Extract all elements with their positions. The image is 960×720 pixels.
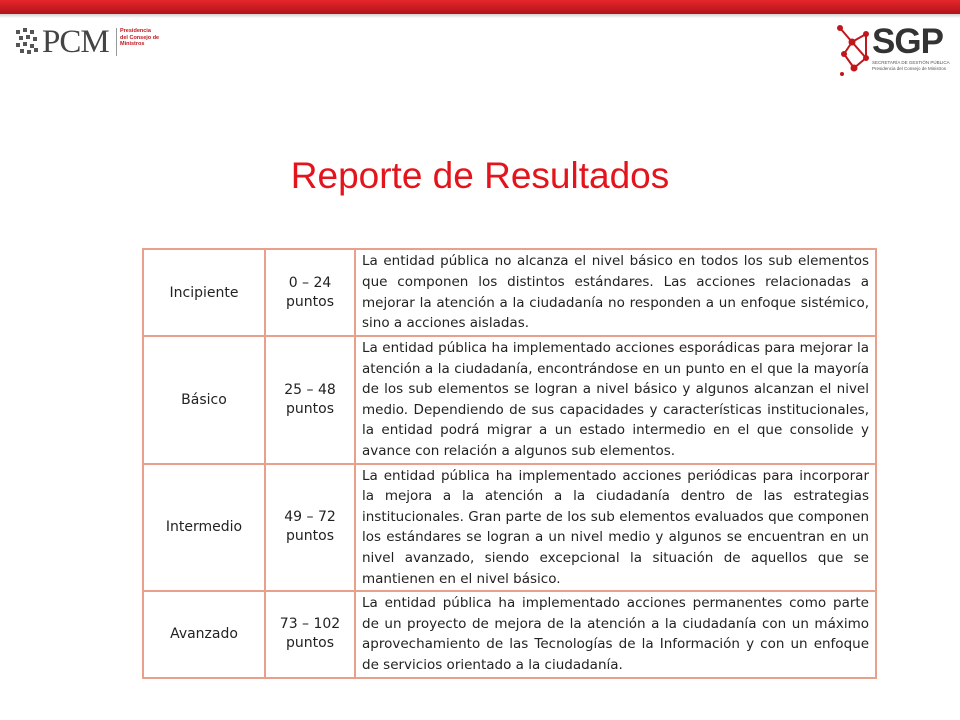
range-value: 49 – 72 [284,509,336,526]
sgp-logo-subtitle [872,60,950,72]
range-cell [265,591,355,677]
top-accent-bar [0,0,960,14]
pcm-logo [14,24,160,60]
top-bar-shadow [0,14,960,18]
range-unit: puntos [286,635,334,652]
pcm-logo-divider [116,28,117,56]
range-value: 25 – 48 [284,381,336,398]
table-row [143,464,876,592]
level-cell: Avanzado [143,591,265,677]
description-cell: La entidad pública no alcanza el nivel básico en todos los sub elementos que componen los distintos estándares. Las acciones relacionadas a mejorar la atención a la ciudadanía no responden a un enfoque sistémico, sino a acciones aisladas. [355,249,876,336]
pcm-logo-subtitle: Presidencia del Consejo de Ministros [120,28,160,47]
range-cell [265,249,355,336]
table-row [143,249,876,336]
level-cell: Incipiente [143,249,265,336]
description-cell: La entidad pública ha implementado acciones periódicas para incorporar la mejora a la atención a la ciudadanía dentro de las estrategias institucionales. Gran parte de los sub elementos evaluados que componen los estándares se logran a un nivel medio y algunos se encuentran en un nivel avanzado, siendo excepcional la situación de aquellos que se mantienen en el nivel básico. [355,464,876,592]
range-unit: puntos [286,528,334,545]
range-unit: puntos [286,293,334,310]
pcm-logo-text: PCM [42,24,109,60]
range-cell [265,336,355,464]
sgp-logo-subtitle-line1: SECRETARÍA DE GESTIÓN PÚBLICA [872,60,950,65]
range-value: 0 – 24 [288,274,332,291]
table-row [143,591,876,677]
slide-title: Reporte de Resultados [290,155,670,196]
results-table [142,248,877,679]
description-cell: La entidad pública ha implementado acciones permanentes como parte de un proyecto de mejora de la atención a la ciudadanía con un máximo aprovechamiento de las Tecnologías de la Información y con un enfoque de servicios orientado a la ciudadanía. [355,591,876,677]
range-cell [265,464,355,592]
range-value: 73 – 102 [279,616,341,633]
level-cell: Básico [143,336,265,464]
level-cell: Intermedio [143,464,265,592]
range-unit: puntos [286,400,334,417]
sgp-logo-text: SGP [872,22,943,61]
pcm-emblem-icon [14,26,42,60]
description-cell: La entidad pública ha implementado acciones esporádicas para mejorar la atención a la ciudadanía, encontrándose en un punto en el que la mayoría de los sub elementos se logran a nivel básico y algunos alcanzan el nivel medio. Dependiendo de sus capacidades y características institucionales, la entidad podrá migrar a un estado intermedio en el que consolide y avance con relación a algunos sub elementos. [355,336,876,464]
sgp-logo [834,20,950,80]
table-row [143,336,876,464]
sgp-network-icon [834,20,874,80]
sgp-logo-subtitle-line2: Presidencia del Consejo de Ministros [872,66,947,71]
